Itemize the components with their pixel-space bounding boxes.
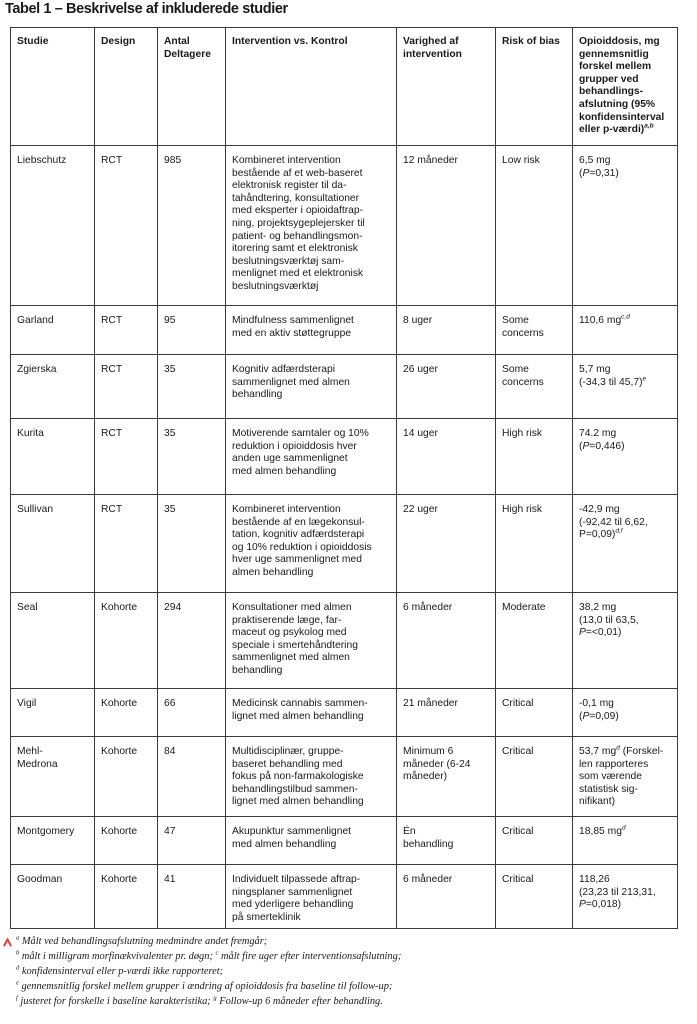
cell-design: Kohorte: [95, 817, 158, 865]
cell-opioid-dose: -0,1 mg (P=0,09): [573, 689, 678, 737]
cell-study: Mehl- Medrona: [11, 737, 95, 817]
table-row: [11, 689, 678, 737]
cell-intervention: Motiverende samtaler og 10% reduktion i opioiddosis hver anden uge sammenlignet med almen behandling: [226, 419, 397, 495]
cell-risk-of-bias: Some concerns: [496, 355, 573, 419]
table-row: [11, 306, 678, 355]
cell-duration: 22 uger: [397, 495, 496, 593]
red-chevron-logo-icon: [3, 938, 12, 947]
cell-intervention: Kombineret intervention bestående af en lægekonsul- tation, kognitiv adfærdsterapi og 10% reduktion i opioiddosis hver uge sammenlignet med almen behandling: [226, 495, 397, 593]
cell-opioid-dose: -42,9 mg (-92,42 til 6,62, P=0,09)$^{d,f}$: [573, 495, 678, 593]
cell-design: Kohorte: [95, 865, 158, 929]
cell-intervention: Konsultationer med almen praktiserende læge, far- maceut og psykolog med speciale i smertehåndtering sammenlignet med almen behandling: [226, 593, 397, 689]
cell-risk-of-bias: High risk: [496, 495, 573, 593]
cell-design: RCT: [95, 419, 158, 495]
table-body: [11, 146, 678, 929]
cell-participants: 985: [158, 146, 226, 306]
cell-duration: 6 måneder: [397, 865, 496, 929]
cell-design: RCT: [95, 495, 158, 593]
table-row: [11, 737, 678, 817]
table-row: [11, 817, 678, 865]
cell-opioid-dose: 110,6 mg$^{c,d}$: [573, 306, 678, 355]
cell-design: RCT: [95, 355, 158, 419]
cell-opioid-dose: 6,5 mg (P=0,31): [573, 146, 678, 306]
cell-risk-of-bias: Critical: [496, 865, 573, 929]
cell-risk-of-bias: Critical: [496, 737, 573, 817]
cell-study: Garland: [11, 306, 95, 355]
cell-duration: 8 uger: [397, 306, 496, 355]
cell-opioid-dose: 53,7 $mg^d$ (Forskel- len rapporteres som værende statistisk sig- nifikant): [573, 737, 678, 817]
cell-participants: 41: [158, 865, 226, 929]
cell-intervention: Akupunktur sammenlignet med almen behandling: [226, 817, 397, 865]
footnote-line: $^d$ konfidensinterval eller p-værdi ikke rapporteret;: [16, 964, 224, 977]
footnotes: [16, 935, 676, 1010]
cell-participants: 95: [158, 306, 226, 355]
cell-study: Zgierska: [11, 355, 95, 419]
header-dose: Opioiddosis, mg gennemsnitlig forskel mellem grupper ved behandlings- afslutning (95% konfidensinterval eller p-værdi)$^{a,b}$: [573, 28, 678, 146]
cell-intervention: Individuelt tilpassede aftrap- ningsplaner sammenlignet med yderligere behandling på smerteklinik: [226, 865, 397, 929]
cell-risk-of-bias: Critical: [496, 689, 573, 737]
header-intervention: Intervention vs. Kontrol: [226, 28, 397, 146]
cell-risk-of-bias: Moderate: [496, 593, 573, 689]
cell-opioid-dose: 5,7 mg (-34,3 til 45,7)$^e$: [573, 355, 678, 419]
cell-participants: 47: [158, 817, 226, 865]
cell-duration: Én behandling: [397, 817, 496, 865]
cell-duration: 6 måneder: [397, 593, 496, 689]
table-row: [11, 593, 678, 689]
table-title: Tabel 1 – Beskrivelse af inkluderede studier: [5, 1, 288, 17]
cell-participants: 294: [158, 593, 226, 689]
cell-intervention: Multidisciplinær, gruppe- baseret behandling med fokus på non-farmakologiske behandlingstilbud sammen- lignet med almen behandling: [226, 737, 397, 817]
cell-participants: 84: [158, 737, 226, 817]
cell-participants: 35: [158, 355, 226, 419]
cell-design: Kohorte: [95, 593, 158, 689]
table-row: [11, 146, 678, 306]
cell-intervention: Medicinsk cannabis sammen- lignet med almen behandling: [226, 689, 397, 737]
header-participants: Antal Deltagere: [158, 28, 226, 146]
cell-risk-of-bias: Low risk: [496, 146, 573, 306]
cell-risk-of-bias: Critical: [496, 817, 573, 865]
cell-study: Vigil: [11, 689, 95, 737]
cell-participants: 35: [158, 419, 226, 495]
footnote-line: $^a$ Målt ved behandlingsafslutning medmindre andet fremgår;: [16, 934, 268, 947]
cell-risk-of-bias: High risk: [496, 419, 573, 495]
cell-study: Seal: [11, 593, 95, 689]
cell-study: Kurita: [11, 419, 95, 495]
footnote-line: $^b$ målt i milligram morfinækvivalenter pr. døgn; $^c$ målt fire uger efter interventionsafslutning;: [16, 949, 402, 962]
cell-intervention: Mindfulness sammenlignet med en aktiv støttegruppe: [226, 306, 397, 355]
cell-intervention: Kombineret intervention bestående af et web-baseret elektronisk register til da- tahåndtering, konsultationer med eksperter i opioidaftrap- ning, projektsygeplejersker til patient- og behandlingsmon- itorering samt et elektronisk beslutningsværktøj sam- menlignet med et elektronisk beslutningsværktøj: [226, 146, 397, 306]
table-row: [11, 419, 678, 495]
cell-participants: 35: [158, 495, 226, 593]
cell-design: RCT: [95, 146, 158, 306]
cell-study: Montgomery: [11, 817, 95, 865]
cell-intervention: Kognitiv adfærdsterapi sammenlignet med almen behandling: [226, 355, 397, 419]
cell-opioid-dose: 18,85 $mg^d$: [573, 817, 678, 865]
cell-study: Liebschutz: [11, 146, 95, 306]
table-row: [11, 355, 678, 419]
cell-study: Goodman: [11, 865, 95, 929]
footnote-line: $^e$ gennemsnitlig forskel mellem grupper i ændring af opioiddosis fra baseline til follow-up;: [16, 979, 393, 992]
header-study: Studie: [11, 28, 95, 146]
header-bias: Risk of bias: [496, 28, 573, 146]
cell-opioid-dose: 118,26 (23,23 til 213,31, P=0,018): [573, 865, 678, 929]
cell-duration: 21 måneder: [397, 689, 496, 737]
cell-duration: 14 uger: [397, 419, 496, 495]
cell-opioid-dose: 74.2 mg (P=0,446): [573, 419, 678, 495]
cell-duration: 26 uger: [397, 355, 496, 419]
cell-study: Sullivan: [11, 495, 95, 593]
cell-opioid-dose: 38,2 mg (13,0 til 63,5, P=<0,01): [573, 593, 678, 689]
cell-risk-of-bias: Some concerns: [496, 306, 573, 355]
table-header-row: [11, 28, 678, 146]
header-duration: Varighed af intervention: [397, 28, 496, 146]
cell-duration: 12 måneder: [397, 146, 496, 306]
cell-design: Kohorte: [95, 737, 158, 817]
studies-table: [10, 27, 678, 929]
cell-participants: 66: [158, 689, 226, 737]
cell-design: RCT: [95, 306, 158, 355]
footnote-line: $^f$ justeret for forskelle i baseline karakteristika; $^g$ Follow-up 6 måneder efter behandling.: [16, 994, 383, 1007]
table-row: [11, 865, 678, 929]
header-design: Design: [95, 28, 158, 146]
cell-design: Kohorte: [95, 689, 158, 737]
table-row: [11, 495, 678, 593]
cell-duration: Minimum 6 måneder (6-24 måneder): [397, 737, 496, 817]
